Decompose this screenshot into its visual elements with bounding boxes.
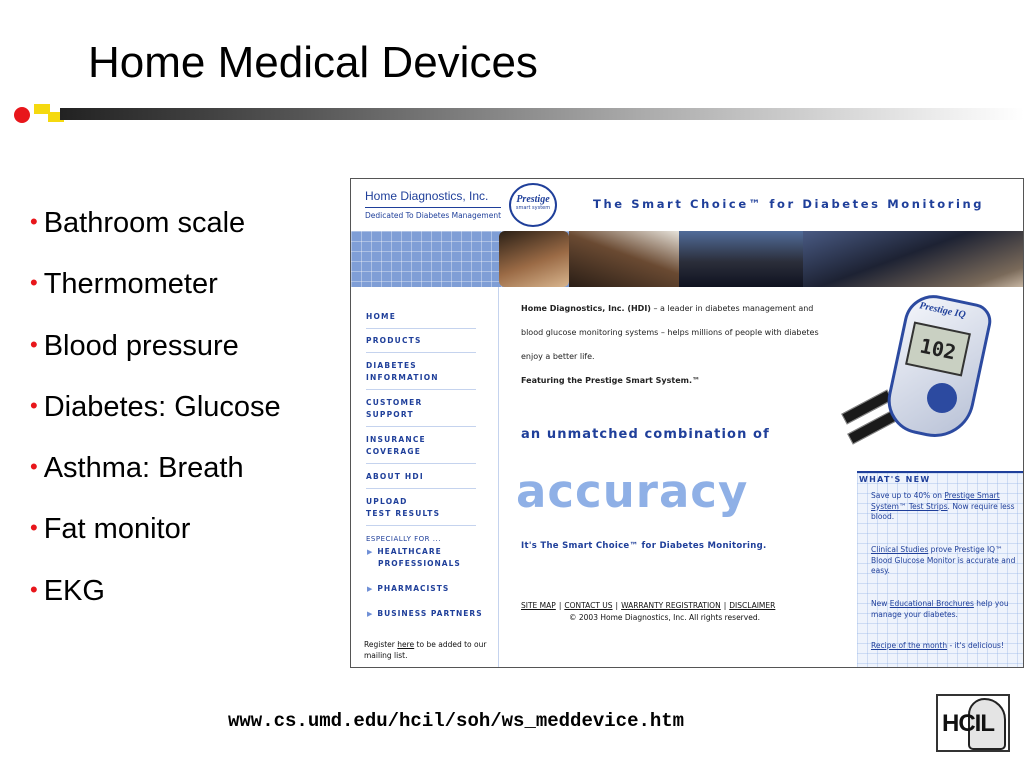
smart-choice-line: It's The Smart Choice™ for Diabetes Monitoring.: [521, 541, 767, 551]
nav-item-diabetes-information[interactable]: [366, 360, 476, 390]
source-url: www.cs.umd.edu/hcil/soh/ws_meddevice.htm: [228, 710, 685, 732]
sub-nav-business-partners[interactable]: [367, 608, 483, 620]
register-pre: Register: [364, 640, 398, 649]
bullet-list: [30, 200, 281, 629]
bullet-dot: •: [30, 454, 38, 480]
copyright-text: © 2003 Home Diagnostics, Inc. All rights reserved.: [569, 613, 760, 622]
bullet-dot: •: [30, 576, 38, 602]
whats-new-item: [871, 641, 1021, 652]
triangle-right-icon: ▶: [367, 585, 374, 593]
sub-nav-pharmacists[interactable]: [367, 583, 449, 595]
intro-text: – a leader in diabetes management and blood glucose monitoring systems – helps millions of people with diabetes enjoy a better life.: [521, 304, 819, 361]
badge-title: Prestige: [516, 194, 550, 205]
whats-new-item: [871, 491, 1021, 523]
bullet-dot: •: [30, 515, 38, 541]
bullet-dot: •: [30, 331, 38, 357]
nav-item-customer-support[interactable]: [366, 397, 476, 427]
whats-new-link[interactable]: Educational Brochures: [889, 599, 974, 608]
bullet-dot: •: [30, 209, 38, 234]
item-text: help you manage your diabetes.: [871, 599, 1009, 619]
banner-photo: [679, 231, 803, 287]
footer-link-site-map[interactable]: SITE MAP: [521, 601, 556, 610]
bullet-item: [30, 568, 281, 629]
main-content: [516, 287, 841, 668]
sub-nav-healthcare-professionals[interactable]: [367, 546, 461, 570]
header-tagline: The Smart Choice™ for Diabetes Monitoring: [593, 197, 985, 211]
title-rule: [0, 100, 1024, 128]
logo-text: HCIL: [942, 710, 994, 737]
hcil-logo: [936, 694, 1010, 752]
company-name: Home Diagnostics, Inc.: [365, 189, 489, 203]
bullet-item: [30, 384, 281, 445]
footer-separator: |: [615, 601, 619, 610]
website-screenshot: [350, 178, 1024, 668]
item-text: prove Prestige IQ™ Blood Glucose Monitor is accurate and easy.: [871, 545, 1016, 575]
nav-label: HOME: [366, 312, 397, 321]
nav-label: ABOUT HDI: [366, 472, 424, 481]
item-text: Save up to 40% on: [871, 491, 945, 500]
nav-item-products[interactable]: [366, 335, 476, 353]
nav-label: DIABETES: [366, 361, 417, 370]
bullet-text: Asthma: Breath: [43, 452, 244, 485]
triangle-right-icon: ▶: [367, 548, 374, 556]
sub-nav-label: HEALTHCARE: [377, 547, 442, 556]
meter-brand: Prestige IQ: [918, 300, 967, 321]
whats-new-panel: [857, 471, 1024, 668]
bullet-item: [30, 200, 281, 261]
footer-link-warranty-registration[interactable]: WARRANTY REGISTRATION: [621, 601, 721, 610]
sub-nav-label: PHARMACISTS: [377, 584, 450, 593]
nav-label: COVERAGE: [366, 447, 422, 456]
bullet-dot: •: [30, 270, 38, 296]
sub-nav-label: PROFESSIONALS: [378, 559, 461, 568]
bullet-dot: •: [30, 392, 38, 418]
footer-links: [521, 601, 775, 610]
accuracy-headline: accuracy: [516, 465, 749, 518]
site-header: [351, 179, 1024, 231]
bullet-text: Diabetes: Glucose: [43, 390, 281, 423]
bullet-item: [30, 261, 281, 322]
meter-display: 102: [905, 321, 971, 376]
photo-banner: [351, 231, 1024, 287]
decor-white-square: [34, 114, 48, 122]
banner-photo: [499, 231, 569, 287]
register-link[interactable]: here: [397, 640, 415, 649]
whats-new-item: [871, 545, 1021, 577]
item-text: . Now require less blood.: [871, 501, 1015, 521]
footer-link-contact-us[interactable]: CONTACT US: [564, 601, 613, 610]
nav-item-insurance-coverage[interactable]: [366, 434, 476, 464]
triangle-right-icon: ▶: [367, 610, 374, 618]
bullet-text: Fat monitor: [43, 513, 191, 546]
badge-subtitle: smart system: [515, 205, 551, 211]
register-text: [364, 639, 494, 661]
intro-featuring: Featuring the Prestige Smart System.™: [521, 376, 701, 385]
nav-item-about-hdi[interactable]: [366, 471, 476, 489]
sub-nav-label: BUSINESS PARTNERS: [377, 609, 483, 618]
item-text: - it's delicious!: [947, 641, 1004, 650]
intro-paragraph: [521, 297, 831, 393]
item-text: New: [871, 599, 890, 608]
bullet-item: [30, 323, 281, 384]
nav-label: UPLOAD: [366, 497, 408, 506]
bullet-text: Bathroom scale: [43, 207, 246, 239]
whats-new-link[interactable]: Recipe of the month: [871, 641, 948, 650]
banner-photo: [803, 231, 1024, 287]
register-post: to be added to our mailing list.: [364, 640, 487, 660]
bullet-text: Thermometer: [43, 268, 218, 301]
nav-label: CUSTOMER: [366, 398, 423, 407]
slide-title: Home Medical Devices: [88, 38, 538, 87]
meter-button: [927, 383, 957, 413]
bullet-item: [30, 445, 281, 506]
left-nav: [351, 287, 499, 668]
especially-for-label: ESPECIALLY FOR ...: [366, 535, 441, 543]
nav-item-home[interactable]: [366, 311, 476, 329]
whats-new-item: [871, 599, 1021, 620]
whats-new-link[interactable]: Clinical Studies: [871, 545, 929, 554]
company-tagline: Dedicated To Diabetes Management: [365, 207, 501, 220]
intro-bold: Home Diagnostics, Inc. (HDI): [521, 304, 651, 313]
prestige-badge-icon: [509, 183, 557, 227]
glucose-meter-image: [839, 293, 1019, 443]
nav-label: INSURANCE: [366, 435, 426, 444]
footer-link-disclaimer[interactable]: DISCLAIMER: [729, 601, 776, 610]
banner-photo: [569, 231, 679, 287]
footer-separator: |: [723, 601, 727, 610]
nav-label: TEST RESULTS: [366, 509, 441, 518]
gradient-bar: [60, 108, 1024, 120]
bullet-text: Blood pressure: [43, 329, 239, 362]
whats-new-link[interactable]: Prestige Smart System™ Test Strips: [871, 491, 1000, 511]
nav-label: PRODUCTS: [366, 336, 422, 345]
footer-separator: |: [558, 601, 562, 610]
decor-red-dot: [14, 107, 30, 123]
bullet-text: EKG: [43, 574, 105, 607]
unmatched-heading: an unmatched combination of: [521, 427, 770, 442]
bullet-item: [30, 506, 281, 567]
nav-item-upload-test-results[interactable]: [366, 496, 476, 526]
company-logo[interactable]: [365, 189, 501, 220]
whats-new-title: WHAT'S NEW: [859, 475, 931, 484]
nav-label: SUPPORT: [366, 410, 414, 419]
nav-label: INFORMATION: [366, 373, 439, 382]
